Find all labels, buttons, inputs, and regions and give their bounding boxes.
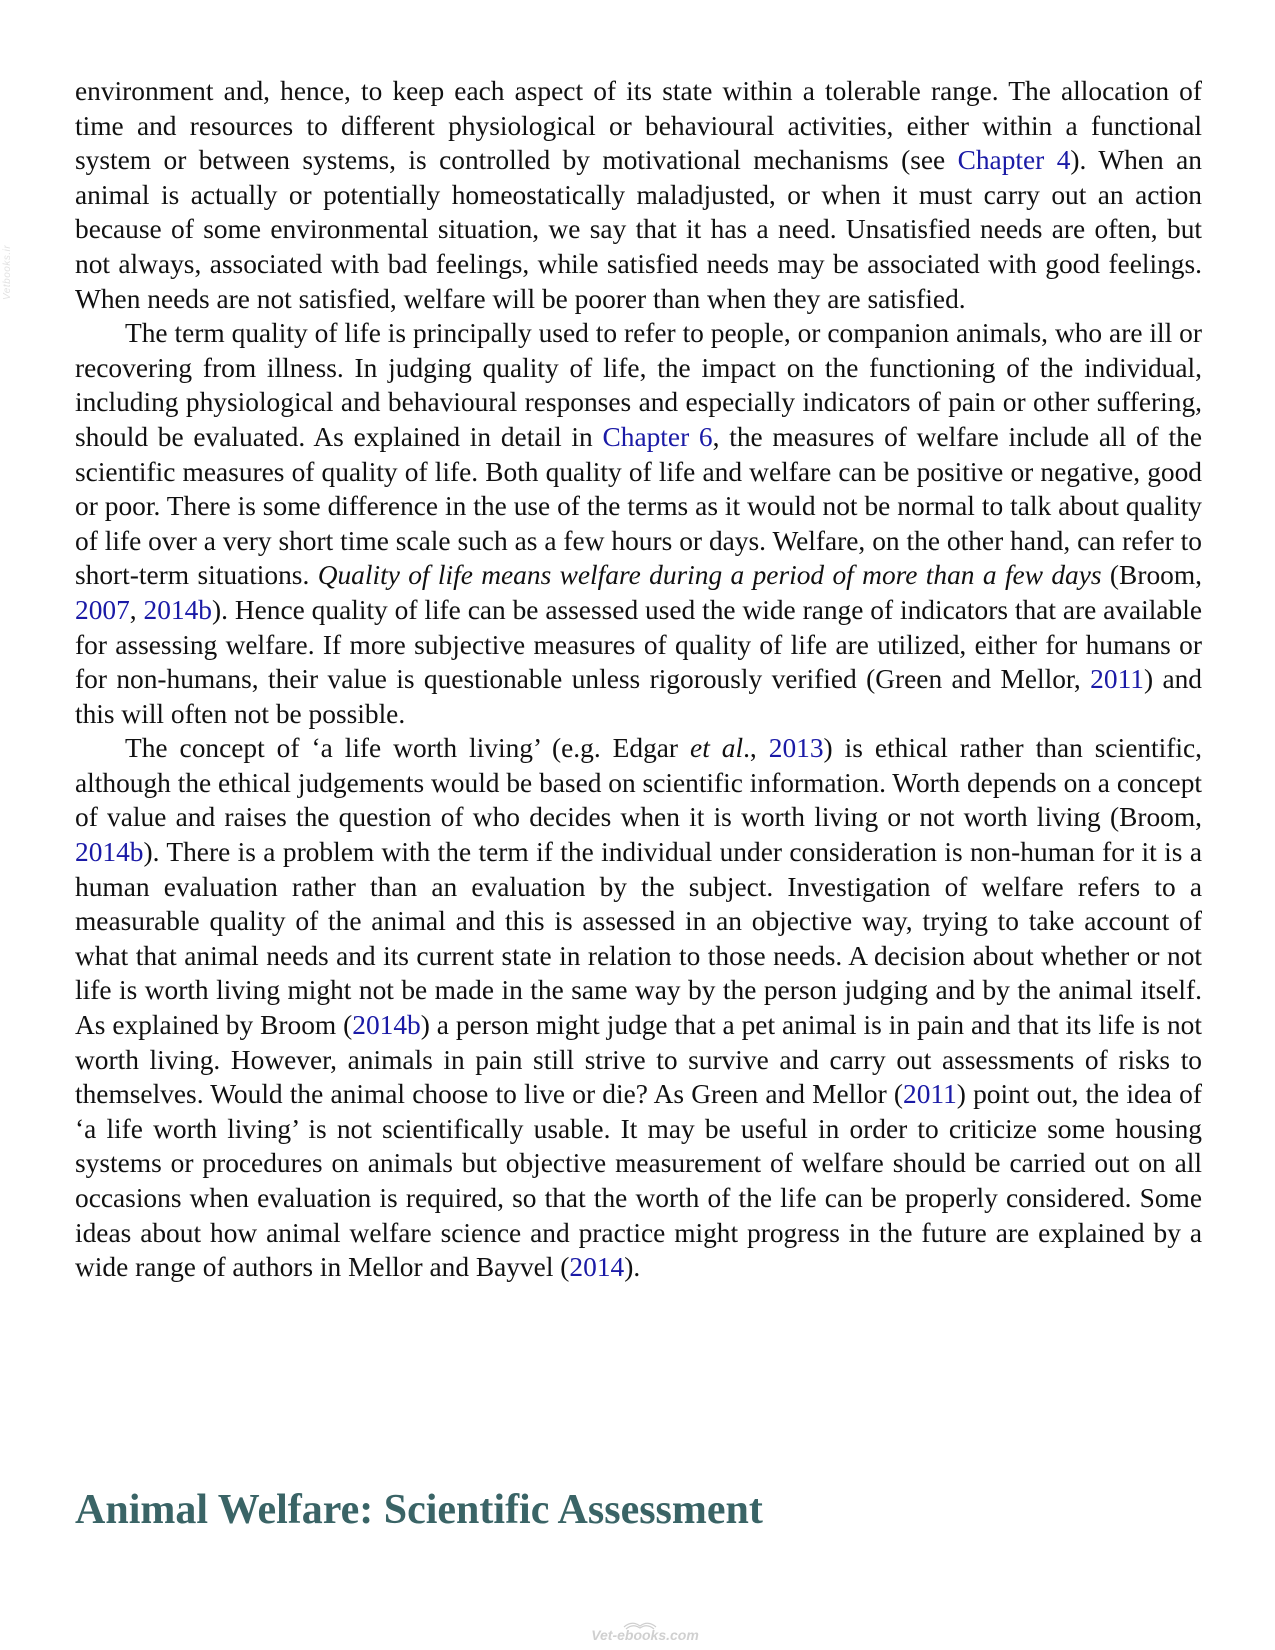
text-run: ,	[129, 594, 144, 625]
citation-link[interactable]: 2011	[903, 1079, 957, 1110]
text-run: ). Hence quality of life can be assessed used the wide range of indicators that are available for assessing welfare. If more subjective measures of quality of life are utilized, either for humans or for non-humans, their value is questionable unless rigorously verified (Green and Mellor,	[75, 594, 1202, 695]
citation-link[interactable]: 2011	[1090, 664, 1144, 695]
page-body	[75, 74, 1202, 1285]
text-run: ). There is a problem with the term if the individual under consideration is non-human for it is a human evaluation rather than an evaluation by the subject. Investigation of welfare refers to a measurable quality of the animal and this is assessed in an objective way, trying to take account of what that animal needs and its current state in relation to those needs. A decision about whether or not life is worth living might not be made in the same way by the person judging and by the animal itself. As explained by Broom (	[75, 837, 1202, 1041]
text-run: The term quality of life is principally used to refer to people, or companion animals, who are ill or recovering from illness. In judging quality of life, the impact on the functioning of the individual, including physiological and behavioural responses and especially indicators of pain or other suffering, should be evaluated. As explained in detail in	[75, 318, 1202, 452]
text-run: (Broom,	[1101, 560, 1202, 591]
text-run: , the measures of welfare include all of the scientific measures of quality of life. Both quality of life and welfare can be positive or negative, good or poor. There is some difference in the use of the terms as it would not be normal to talk about quality of life over a very short time scale such as a few hours or days. Welfare, on the other hand, can refer to short-term situations.	[75, 421, 1203, 591]
text-run: ). When an animal is actually or potentially homeostatically maladjusted, or when it must carry out an action because of some environmental situation, we say that it has a need. Unsatisfied needs are often, but not always, associated with bad feelings, while satisfied needs may be associated with good feelings. When needs are not satisfied, welfare will be poorer than when they are satisfied.	[75, 145, 1202, 314]
citation-link[interactable]: 2014b	[352, 1010, 421, 1041]
italic-text: et al	[690, 733, 744, 764]
side-watermark: Vetbooks.ir	[2, 244, 13, 300]
citation-link[interactable]: Chapter 4	[957, 145, 1071, 176]
text-run: ) a person might judge that a pet animal is in pain and that its life is not worth living. However, animals in pain still strive to survive and carry out assessments of risks to themselves. Would the animal choose to live or die? As Green and Mellor (	[75, 1010, 1202, 1110]
footer-logo-text: Vet-ebooks.com	[591, 1627, 699, 1643]
paragraph-3	[75, 731, 1202, 1285]
paragraph-2	[75, 316, 1202, 731]
text-run: ) point out, the idea of ‘a life worth living’ is not scientifically usable. It may be useful in order to criticize some housing systems or procedures on animals but objective measurement of welfare should be carried out on all occasions when evaluation is required, so that the worth of the life can be properly considered. Some ideas about how animal welfare science and practice might progress in the future are explained by a wide range of authors in Mellor and Bayvel (	[75, 1079, 1202, 1283]
citation-link[interactable]: 2013	[768, 733, 824, 764]
footer-logo	[580, 1618, 710, 1644]
text-run: The concept of ‘a life worth living’ (e.g. Edgar	[125, 733, 691, 764]
text-run: ) and this will often not be possible.	[75, 664, 1202, 729]
citation-link[interactable]: 2014b	[143, 594, 212, 625]
text-run: environment and, hence, to keep each aspect of its state within a tolerable range. The allocation of time and resources to different physiological or behavioural activities, either within a functional system or between systems, is controlled by motivational mechanisms (see	[75, 76, 1202, 176]
italic-text: Quality of life means welfare during a period of more than a few days	[317, 560, 1102, 591]
section-heading: Animal Welfare: Scientific Assessment	[75, 1487, 763, 1533]
citation-link[interactable]: 2014b	[75, 837, 144, 868]
citation-link[interactable]: 2007	[75, 594, 130, 625]
text-run: ).	[624, 1252, 641, 1283]
text-run: ) is ethical rather than scientific, although the ethical judgements would be based on scientific information. Worth depends on a concept of value and raises the question of who decides when it is worth living or not worth living (Broom,	[75, 733, 1203, 833]
citation-link[interactable]: Chapter 6	[602, 421, 713, 452]
paragraph-1	[75, 74, 1202, 316]
citation-link[interactable]: 2014	[569, 1252, 625, 1283]
text-run: .,	[743, 733, 769, 764]
